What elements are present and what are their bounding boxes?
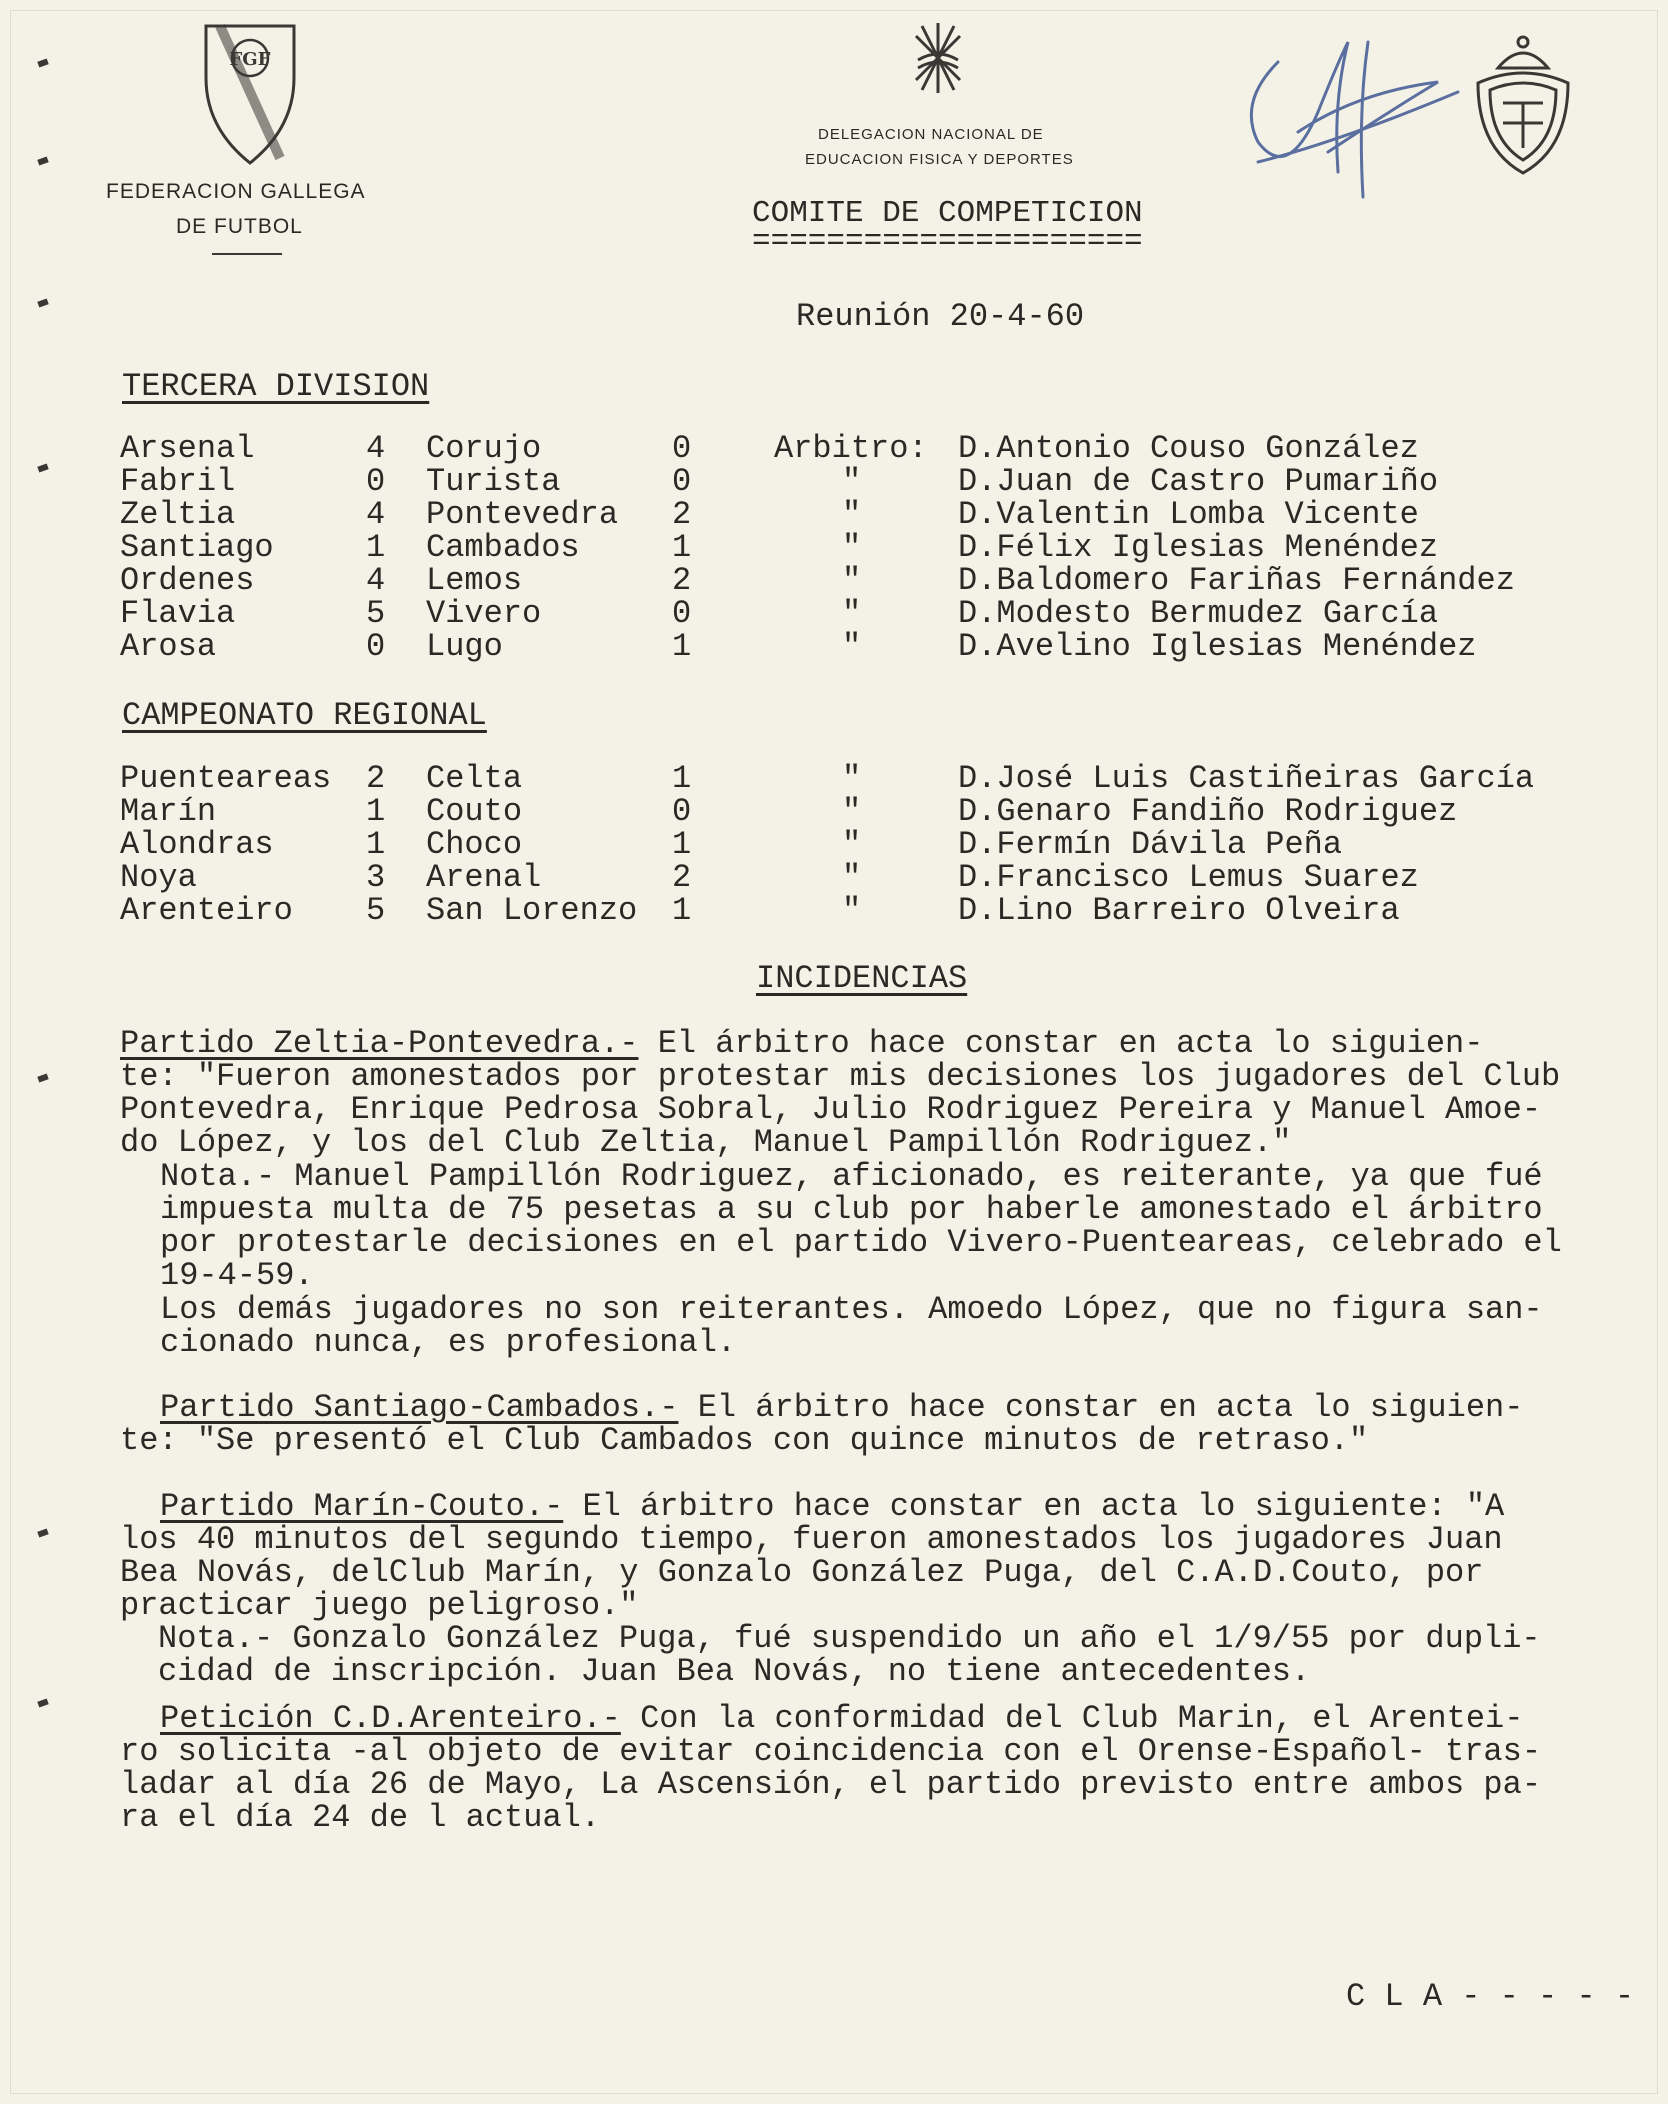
petition-arenteiro xyxy=(160,1702,1668,1735)
table-row xyxy=(0,597,1668,631)
away-score: 2 xyxy=(672,562,692,599)
table-row xyxy=(0,828,1668,862)
continuation-mark: C L A - - - - - xyxy=(1346,1978,1635,2015)
home-score: 1 xyxy=(366,793,386,830)
federation-name-line2: DE FUTBOL xyxy=(176,215,303,238)
referee-name: D.Baldomero Fariñas Fernández xyxy=(958,562,1515,599)
away-score: 1 xyxy=(672,628,692,665)
ditto-mark: " xyxy=(842,496,862,533)
table-row xyxy=(0,861,1668,895)
table-row xyxy=(0,795,1668,829)
home-team: Noya xyxy=(120,859,197,896)
table-row xyxy=(0,465,1668,499)
away-score: 1 xyxy=(672,760,692,797)
away-team: Corujo xyxy=(426,430,542,467)
ditto-mark: " xyxy=(842,859,862,896)
home-team: Santiago xyxy=(120,529,274,566)
ditto-mark: " xyxy=(842,529,862,566)
ditto-mark: " xyxy=(842,793,862,830)
home-team: Ordenes xyxy=(120,562,255,599)
away-score: 0 xyxy=(672,793,692,830)
home-team: Alondras xyxy=(120,826,274,863)
referee-name: D.Juan de Castro Pumariño xyxy=(958,463,1439,500)
away-team: Arenal xyxy=(426,859,542,896)
incident-heading: Partido Marín-Couto.- xyxy=(160,1488,564,1525)
away-score: 2 xyxy=(672,859,692,896)
incident-lead: El árbitro hace constar en acta lo siguien- xyxy=(638,1025,1484,1062)
home-team: Fabril xyxy=(120,463,236,500)
crowned-badge-logo xyxy=(1468,28,1578,178)
home-team: Marín xyxy=(120,793,217,830)
away-team: Cambados xyxy=(426,529,580,566)
home-score: 1 xyxy=(366,826,386,863)
referee-name: D.Francisco Lemus Suarez xyxy=(958,859,1419,896)
away-team: Couto xyxy=(426,793,523,830)
away-team: Turista xyxy=(426,463,561,500)
table-row xyxy=(0,564,1668,598)
home-team: Puenteareas xyxy=(120,760,332,797)
meeting-date: Reunión 20-4-60 xyxy=(796,298,1085,335)
delegation-line2: EDUCACION FISICA Y DEPORTES xyxy=(805,151,1074,168)
ditto-mark: " xyxy=(842,562,862,599)
home-score: 0 xyxy=(366,463,386,500)
ditto-mark: " xyxy=(842,463,862,500)
table-row xyxy=(0,531,1668,565)
yoke-arrows-emblem xyxy=(908,18,968,98)
ditto-mark: " xyxy=(842,595,862,632)
delegation-line1: DELEGACION NACIONAL DE xyxy=(818,126,1044,143)
committee-double-rule: ===================== xyxy=(752,224,1143,259)
ditto-mark: " xyxy=(842,760,862,797)
away-score: 1 xyxy=(672,826,692,863)
away-team: Lemos xyxy=(426,562,523,599)
referee-name: D.Genaro Fandiño Rodriguez xyxy=(958,793,1458,830)
home-score: 4 xyxy=(366,496,386,533)
incident-note: Nota.- Manuel Pampillón Rodriguez, aficionado, es reiterante, ya que fué impuesta multa de 75 pesetas a su club por haberle amonestado el árbitro por protestarle decisiones en el partido Vivero-Puenteareas, celebrado el 19-4-59. xyxy=(160,1158,1562,1294)
away-score: 0 xyxy=(672,463,692,500)
incident-heading: Partido Santiago-Cambados.- xyxy=(160,1389,679,1426)
home-team: Arsenal xyxy=(120,430,255,467)
home-score: 1 xyxy=(366,529,386,566)
referee-name: D.Lino Barreiro Olveira xyxy=(958,892,1400,929)
referee-name: D.Fermín Dávila Peña xyxy=(958,826,1343,863)
incident-lead: El árbitro hace constar en acta lo siguien- xyxy=(678,1389,1524,1426)
away-team: Pontevedra xyxy=(426,496,619,533)
petition-body: ro solicita -al objeto de evitar coincidencia con el Orense-Español- tras- ladar al día 26 de Mayo, La Ascensión, el partido previsto entre ambos pa- ra el día 24 de l actual. xyxy=(120,1733,1542,1836)
referee-name: D.José Luis Castiñeiras García xyxy=(958,760,1535,797)
petition-heading: Petición C.D.Arenteiro.- xyxy=(160,1700,621,1737)
incident-note-continued: Los demás jugadores no son reiterantes. Amoedo López, que no figura san- cionado nunca, es profesional. xyxy=(160,1291,1543,1361)
ditto-mark: " xyxy=(842,892,862,929)
table-row xyxy=(0,762,1668,796)
section-heading-incidencias: INCIDENCIAS xyxy=(756,960,968,997)
federation-underline xyxy=(212,253,282,255)
section-heading-regional: CAMPEONATO REGIONAL xyxy=(122,697,487,734)
home-score: 4 xyxy=(366,430,386,467)
incident-body: te: "Se presentó el Club Cambados con quince minutos de retraso." xyxy=(120,1422,1369,1459)
committee-title: COMITE DE COMPETICION xyxy=(752,196,1143,231)
away-score: 0 xyxy=(672,595,692,632)
referee-name: D.Avelino Iglesias Menéndez xyxy=(958,628,1477,665)
federation-shield-logo xyxy=(200,18,300,168)
away-score: 1 xyxy=(672,892,692,929)
referee-label: Arbitro: xyxy=(774,430,928,467)
away-team: San Lorenzo xyxy=(426,892,638,929)
away-team: Celta xyxy=(426,760,523,797)
referee-name: D.Modesto Bermudez García xyxy=(958,595,1439,632)
incident-note: Nota.- Gonzalo González Puga, fué suspendido un año el 1/9/55 por dupli- cidad de inscripción. Juan Bea Novás, no tiene antecedentes. xyxy=(158,1620,1541,1690)
home-score: 4 xyxy=(366,562,386,599)
table-row xyxy=(0,432,1668,466)
referee-name: D.Félix Iglesias Menéndez xyxy=(958,529,1439,566)
home-team: Arenteiro xyxy=(120,892,293,929)
ditto-mark: " xyxy=(842,826,862,863)
incident-body: los 40 minutos del segundo tiempo, fueron amonestados los jugadores Juan Bea Novás, delClub Marín, y Gonzalo González Puga, del C.A.D.Couto, por practicar juego peligroso." xyxy=(120,1521,1503,1624)
referee-name: D.Valentin Lomba Vicente xyxy=(958,496,1419,533)
incident-santiago-cambados xyxy=(160,1391,1668,1424)
federation-name-line1: FEDERACION GALLEGA xyxy=(106,180,366,203)
incident-lead: El árbitro hace constar en acta lo siguiente: "A xyxy=(563,1488,1505,1525)
home-score: 2 xyxy=(366,760,386,797)
away-team: Choco xyxy=(426,826,523,863)
incident-zeltia-pontevedra xyxy=(120,1027,1640,1060)
away-score: 2 xyxy=(672,496,692,533)
table-row xyxy=(0,894,1668,928)
referee-name: D.Antonio Couso González xyxy=(958,430,1419,467)
table-row xyxy=(0,630,1668,664)
section-heading-tercera: TERCERA DIVISION xyxy=(122,368,430,405)
ditto-mark: " xyxy=(842,628,862,665)
incident-heading: Partido Zeltia-Pontevedra.- xyxy=(120,1025,639,1062)
away-score: 0 xyxy=(672,430,692,467)
home-team: Zeltia xyxy=(120,496,236,533)
home-score: 0 xyxy=(366,628,386,665)
home-team: Flavia xyxy=(120,595,236,632)
petition-lead: Con la conformidad del Club Marin, el Arentei- xyxy=(620,1700,1524,1737)
svg-text:FGF: FGF xyxy=(229,49,271,70)
home-score: 3 xyxy=(366,859,386,896)
incident-marin-couto xyxy=(160,1490,1668,1523)
home-score: 5 xyxy=(366,595,386,632)
table-row xyxy=(0,498,1668,532)
away-team: Vivero xyxy=(426,595,542,632)
home-team: Arosa xyxy=(120,628,217,665)
handwritten-signature xyxy=(1238,22,1468,212)
away-team: Lugo xyxy=(426,628,503,665)
home-score: 5 xyxy=(366,892,386,929)
incident-body: te: "Fueron amonestados por protestar mis decisiones los jugadores del Club Pontevedra, Enrique Pedrosa Sobral, Julio Rodriguez Pereira y Manuel Amoe- do López, y los del Club Zeltia, Manuel Pampillón Rodriguez." xyxy=(120,1058,1561,1161)
away-score: 1 xyxy=(672,529,692,566)
